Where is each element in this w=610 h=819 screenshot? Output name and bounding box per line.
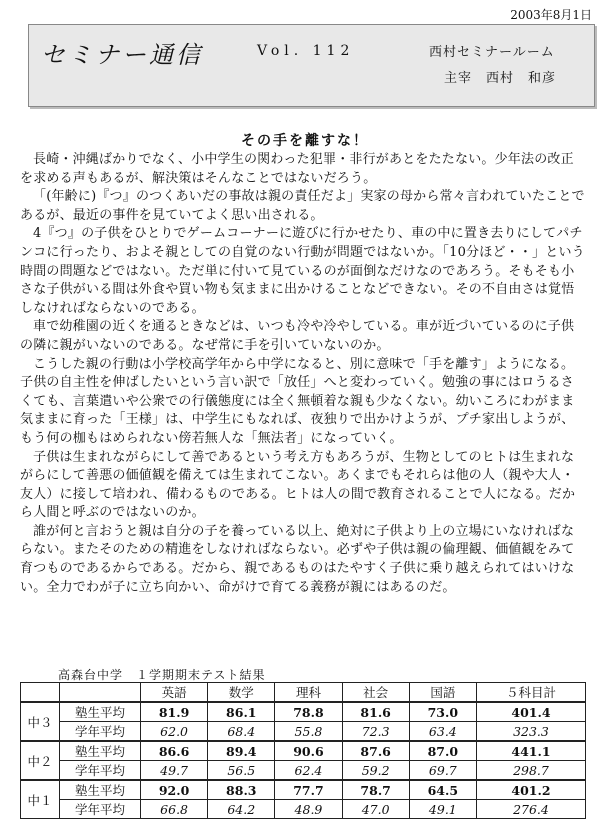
score-table (20, 682, 586, 819)
score-cell: 62.4 (275, 761, 342, 781)
column-header: 英語 (141, 683, 208, 703)
column-header: ５科目計 (476, 683, 585, 703)
score-cell: 78.8 (275, 702, 342, 722)
article-paragraph: こうした親の行動は小学校高学年から中学になると、別に意味で「手を離す」ようになる。子供の自主性を伸ばしたいという言い訳で「放任」へと変わっていく。勉強の事にはロうるさくても、言葉遣いや公衆での行儀態度には全く無頓着な親も少なくない。幼いころにわがまま気ままに育った「王様」は、中学生にもなれば、夜独りで出かけようが、プチ家出しようが、もう何の枷もはめられない傍若無人な「無法者」になっていく。 (20, 356, 575, 446)
score-cell: 64.5 (409, 780, 476, 800)
score-cell: 92.0 (141, 780, 208, 800)
score-cell: 59.2 (342, 761, 409, 781)
score-cell: 87.6 (342, 741, 409, 761)
column-header: 理科 (275, 683, 342, 703)
score-cell: 48.9 (275, 800, 342, 819)
article-paragraph: 子供は生まれながらにして善であるという考え方もあろうが、生物としてのヒトは生まれながらにして善悪の価値観を備えては生まれてこない。あくまでもそれらは他の人（親や大人・友人）に接して培われ、備わるものである。ヒトは人の間で教育されることで人になる。だから人間と呼ぶのではないのか。 (20, 449, 576, 521)
table-header-row (21, 683, 586, 703)
score-cell: 69.7 (409, 761, 476, 781)
article-paragraph: 車で幼稚園の近くを通るときなどは、いつも冷や冷やしている。車が近づいているのに子供の隣に親がいないのである。なぜ常に手を引いていないのか。 (20, 319, 575, 353)
grade-average-label: 学年平均 (60, 800, 141, 819)
column-header: 社会 (342, 683, 409, 703)
score-cell: 73.0 (409, 702, 476, 722)
score-cell: 64.2 (208, 800, 275, 819)
score-cell: 298.7 (476, 761, 585, 781)
score-cell: 89.4 (208, 741, 275, 761)
column-header: 国語 (409, 683, 476, 703)
score-cell: 72.3 (342, 722, 409, 742)
table-header-blank (60, 683, 141, 703)
score-cell: 86.1 (208, 702, 275, 722)
score-cell: 49.1 (409, 800, 476, 819)
score-cell: 63.4 (409, 722, 476, 742)
score-cell: 323.3 (476, 722, 585, 742)
score-cell: 66.8 (141, 800, 208, 819)
grade-label: 中１ (21, 780, 60, 819)
article-body (20, 151, 585, 597)
grade-average-label: 学年平均 (60, 761, 141, 781)
score-cell: 47.0 (342, 800, 409, 819)
author-name: 主宰 西村 和彦 (444, 71, 557, 86)
newsletter-header (28, 24, 595, 107)
table-row (21, 702, 586, 722)
table-row (21, 761, 586, 781)
grade-average-label: 学年平均 (60, 722, 141, 742)
table-row (21, 780, 586, 800)
score-cell: 62.0 (141, 722, 208, 742)
table-row (21, 722, 586, 742)
score-cell: 88.3 (208, 780, 275, 800)
score-cell: 81.9 (141, 702, 208, 722)
article-paragraph: 4『つ』の子供をひとりでゲームコーナーに遊びに行かせたり、車の中に置き去りにしてパチンコに行ったり、およそ親としての自覚のない行動が問題ではないか。「10分ほど・・」という時間の問題などではない。ただ単に付いて見ているのが面倒なだけなのであろう。そもそも小さな子供がいる間は外食や買い物も気ままに出かけることなどできない。その不自由さは覚悟しなければならないのである。 (20, 226, 585, 316)
score-cell: 401.2 (476, 780, 585, 800)
article-paragraph: 長崎・沖縄ばかりでなく、小中学生の関わった犯罪・非行があとをたたない。少年法の改正を求める声もあるが、解決策はそんなことではないだろう。 (20, 152, 574, 186)
article-paragraph: 誰が何と言おうと親は自分の子を養っている以上、絶対に子供より上の立場にいなければならない。またそのための精進をしなければならない。必ずや子供は親の倫理観、価値観をみて育つものであるからである。だから、親であるものはたやすく子供に乗り越えられてはいけない。全力でわが子に立ち向かい、命がけで育てる義務が親にはあるのだ。 (20, 523, 575, 595)
score-cell: 86.6 (141, 741, 208, 761)
score-cell: 441.1 (476, 741, 585, 761)
score-cell: 276.4 (476, 800, 585, 819)
table-row (21, 800, 586, 819)
newsletter-title: セミナー通信 (41, 41, 203, 69)
score-cell: 78.7 (342, 780, 409, 800)
score-cell: 56.5 (208, 761, 275, 781)
juku-average-label: 塾生平均 (60, 780, 141, 800)
article-paragraph: 「(年齢に)『つ』のつくあいだの事故は親の責任だよ」実家の母から常々言われていたことであるが、最近の事件を見ていてよく思い出される。 (20, 189, 585, 223)
organization-name: 西村セミナールーム (429, 45, 555, 60)
table-row (21, 741, 586, 761)
score-cell: 68.4 (208, 722, 275, 742)
article-heading: その手を離すな！ (241, 133, 369, 149)
grade-label: 中３ (21, 702, 60, 741)
grade-label: 中２ (21, 741, 60, 780)
issue-date: 2003年8月1日 (510, 8, 592, 22)
table-header-blank (21, 683, 60, 703)
juku-average-label: 塾生平均 (60, 741, 141, 761)
juku-average-label: 塾生平均 (60, 702, 141, 722)
column-header: 数学 (208, 683, 275, 703)
score-cell: 49.7 (141, 761, 208, 781)
score-cell: 90.6 (275, 741, 342, 761)
score-cell: 81.6 (342, 702, 409, 722)
score-cell: 77.7 (275, 780, 342, 800)
score-cell: 55.8 (275, 722, 342, 742)
volume-number: Vol. 112 (257, 43, 355, 59)
score-cell: 401.4 (476, 702, 585, 722)
table-caption: 高森台中学 １学期期末テスト結果 (58, 668, 266, 682)
score-cell: 87.0 (409, 741, 476, 761)
